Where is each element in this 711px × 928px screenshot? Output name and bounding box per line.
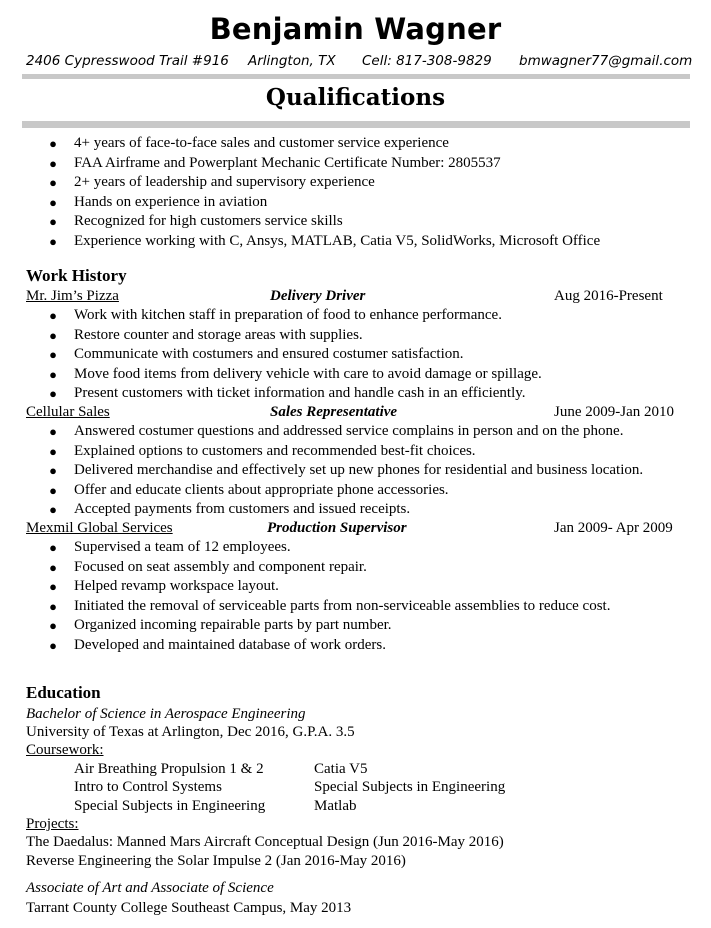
list-item: ● Move food items from delivery vehicle with care to avoid damage or spillage. [0,365,542,385]
bullet-icon: ● [49,136,57,151]
qualifications-divider [22,121,690,128]
course-item: Catia V5 [314,761,368,777]
list-item: ● Supervised a team of 12 employees. [0,538,610,558]
course-item: Air Breathing Propulsion 1 & 2 [74,761,264,777]
course-item: Special Subjects in Engineering [74,798,266,814]
bullet-icon: ● [49,233,57,249]
list-item: ● 2+ years of leadership and supervisory experience [0,173,600,193]
address: 2406 Cypresswood Trail #916 [26,53,229,69]
degree-2: Associate of Art and Associate of Science [26,880,274,896]
candidate-name: Benjamin Wagner [209,12,502,46]
bullet-icon: ● [49,214,57,229]
list-item: ● Experience working with C, Ansys, MATLAB, Catia V5, SolidWorks, Microsoft Office [0,232,600,252]
job-dates: Aug 2016-Present [554,288,663,304]
job-dates: Jan 2009- Apr 2009 [554,520,673,536]
list-item: ● Organized incoming repairable parts by part number. [0,616,610,636]
bullet-icon: ● [49,502,57,517]
list-item: ● Initiated the removal of serviceable parts from non-serviceable assemblies to reduce cost. [0,597,610,617]
project-item: Reverse Engineering the Solar Impulse 2 (Jan 2016-May 2016) [26,853,406,869]
projects-label: Projects: [26,816,79,832]
bullet-icon: ● [49,540,57,555]
list-item: ● Recognized for high customers service skills [0,212,600,232]
course-item: Intro to Control Systems [74,779,222,795]
list-item: ● 4+ years of face-to-face sales and customer service experience [0,134,600,154]
list-item: ● Developed and maintained database of work orders. [0,636,610,656]
job-dates: June 2009-Jan 2010 [554,404,674,420]
city: Arlington, TX [248,53,336,69]
bullet-icon: ● [49,386,57,401]
education-title: Education [26,683,101,702]
course-item: Special Subjects in Engineering [314,779,506,795]
list-item: ● Offer and educate clients about appropriate phone accessories. [0,481,643,501]
phone: Cell: 817-308-9829 [362,53,492,69]
list-item: ● Explained options to customers and recommended best-fit choices. [0,442,643,462]
bullet-icon: ● [49,482,57,498]
job-bullets [0,422,643,520]
company-name: Mr. Jim’s Pizza [26,288,119,304]
list-item: ● Present customers with ticket information and handle cash in an efficiently. [0,384,542,404]
course-item: Matlab [314,798,357,814]
project-item: The Daedalus: Manned Mars Aircraft Conceptual Design (Jun 2016-May 2016) [26,834,504,850]
job-header [0,287,711,306]
bullet-icon: ● [49,579,57,594]
list-item: ● Answered costumer questions and addressed service complains in person and on the phone. [0,422,643,442]
job-header [0,519,711,538]
job-bullets [0,538,610,655]
job-bullets [0,306,542,404]
list-item: ● Work with kitchen staff in preparation of food to enhance performance. [0,306,542,326]
school-1: University of Texas at Arlington, Dec 2016, G.P.A. 3.5 [26,724,355,740]
school-2: Tarrant County College Southeast Campus, May 2013 [26,900,352,916]
bullet-icon: ● [49,618,57,633]
bullet-icon: ● [49,443,57,459]
header-divider [22,74,690,79]
bullet-icon: ● [49,559,57,575]
list-item: ● Delivered merchandise and effectively set up new phones for residential and business location. [0,461,643,481]
job-role: Delivery Driver [270,288,366,304]
qualifications-list [0,134,600,251]
bullet-icon: ● [49,347,57,362]
list-item: ● Accepted payments from customers and issued receipts. [0,500,643,520]
bullet-icon: ● [49,637,57,653]
bullet-icon: ● [49,424,57,439]
email[interactable]: bmwagner77@gmail.com [519,53,693,69]
coursework-label: Coursework: [26,742,104,758]
list-item: ● FAA Airframe and Powerplant Mechanic Certificate Number: 2805537 [0,154,600,174]
work-history-title: Work History [26,266,127,285]
bullet-icon: ● [49,463,57,478]
bullet-icon: ● [49,598,57,614]
degree-1: Bachelor of Science in Aerospace Engineering [26,706,306,722]
list-item: ● Communicate with costumers and ensured costumer satisfaction. [0,345,542,365]
list-item: ● Helped revamp workspace layout. [0,577,610,597]
bullet-icon: ● [49,327,57,343]
job-role: Production Supervisor [267,520,407,536]
bullet-icon: ● [49,194,57,210]
bullet-icon: ● [49,366,57,382]
job-role: Sales Representative [270,404,398,420]
company-name: Mexmil Global Services [26,520,173,536]
qualifications-title: Qualifications [265,84,446,111]
bullet-icon: ● [49,308,57,323]
list-item: ● Restore counter and storage areas with supplies. [0,326,542,346]
list-item: ● Focused on seat assembly and component repair. [0,558,610,578]
company-name: Cellular Sales [26,404,110,420]
bullet-icon: ● [49,155,57,171]
list-item: ● Hands on experience in aviation [0,193,600,213]
job-header [0,403,711,422]
bullet-icon: ● [49,175,57,190]
